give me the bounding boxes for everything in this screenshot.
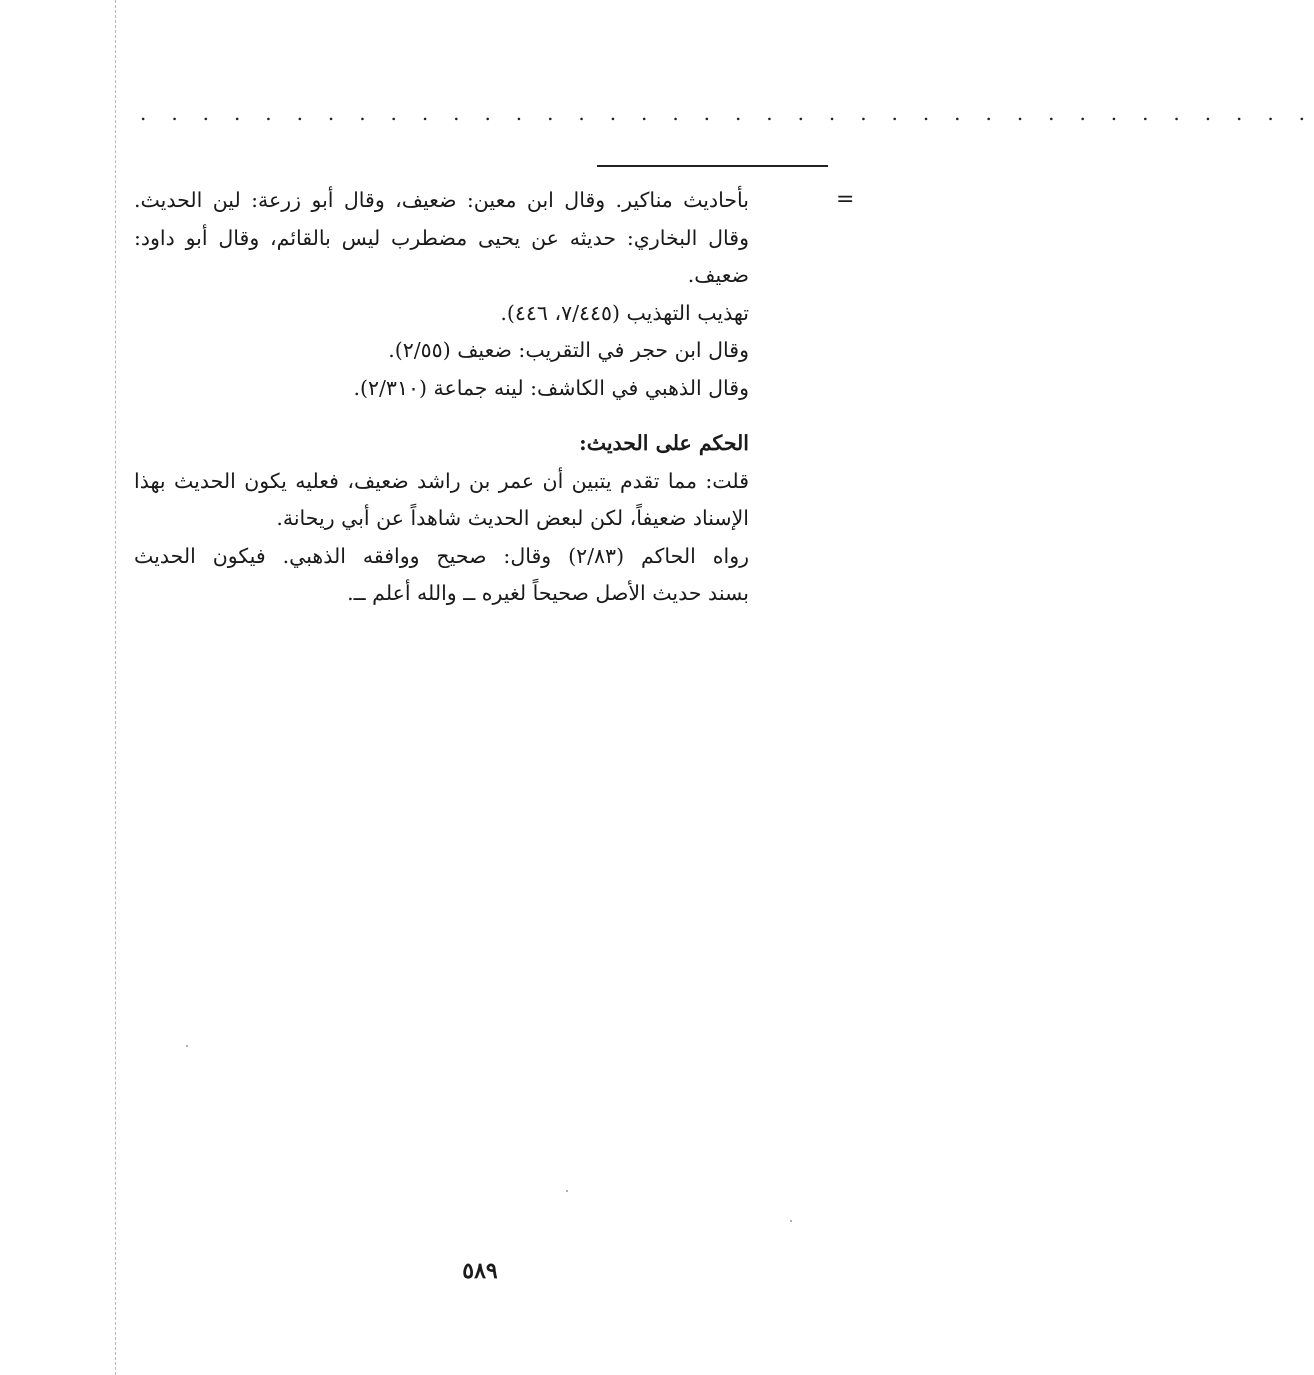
text-line: وقال ابن حجر في التقريب: ضعيف (٢/٥٥). xyxy=(388,338,749,362)
text-line: وقال الذهبي في الكاشف: لينه جماعة (٢/٣١٠). xyxy=(353,375,749,400)
text-line: تهذيب التهذيب (٧/٤٤٥، ٤٤٦). xyxy=(500,300,749,325)
scan-speck xyxy=(186,1045,188,1047)
continuation-mark: = xyxy=(836,187,855,212)
ruling-line: بسند حديث الأصل صحيحاً لغيره ــ والله أعلم ــ. xyxy=(347,581,749,605)
ruling-line: رواه الحاكم (٢/٨٣) وقال: صحيح ووافقه الذهبي. فيكون الحديث xyxy=(134,543,749,568)
footnote-rule xyxy=(597,165,828,167)
ruling-line: الإسناد ضعيفاً، لكن لبعض الحديث شاهداً عن أبي ريحانة. xyxy=(276,506,749,530)
dotted-separator: . . . . . . . . . . . . . . . . . . . . . . . . . . . . . . . . . . . . . . xyxy=(140,101,1314,125)
section-heading: الحكم على الحديث: xyxy=(579,431,749,455)
footnote-text-block xyxy=(134,182,749,613)
text-line: بأحاديث مناكير. وقال ابن معين: ضعيف، وقال أبو زرعة: لين الحديث. xyxy=(134,188,749,212)
scan-edge-line xyxy=(115,0,116,1375)
text-line: وقال البخاري: حديثه عن يحيى مضطرب ليس بالقائم، وقال أبو داود: xyxy=(134,225,749,250)
page-number: ٥٨٩ xyxy=(462,1258,498,1284)
text-line: ضعيف. xyxy=(687,263,749,287)
scan-speck xyxy=(566,1190,568,1192)
ruling-line: قلت: مما تقدم يتبين أن عمر بن راشد ضعيف، فعليه يكون الحديث بهذا xyxy=(134,468,749,493)
scan-speck xyxy=(790,1220,792,1222)
